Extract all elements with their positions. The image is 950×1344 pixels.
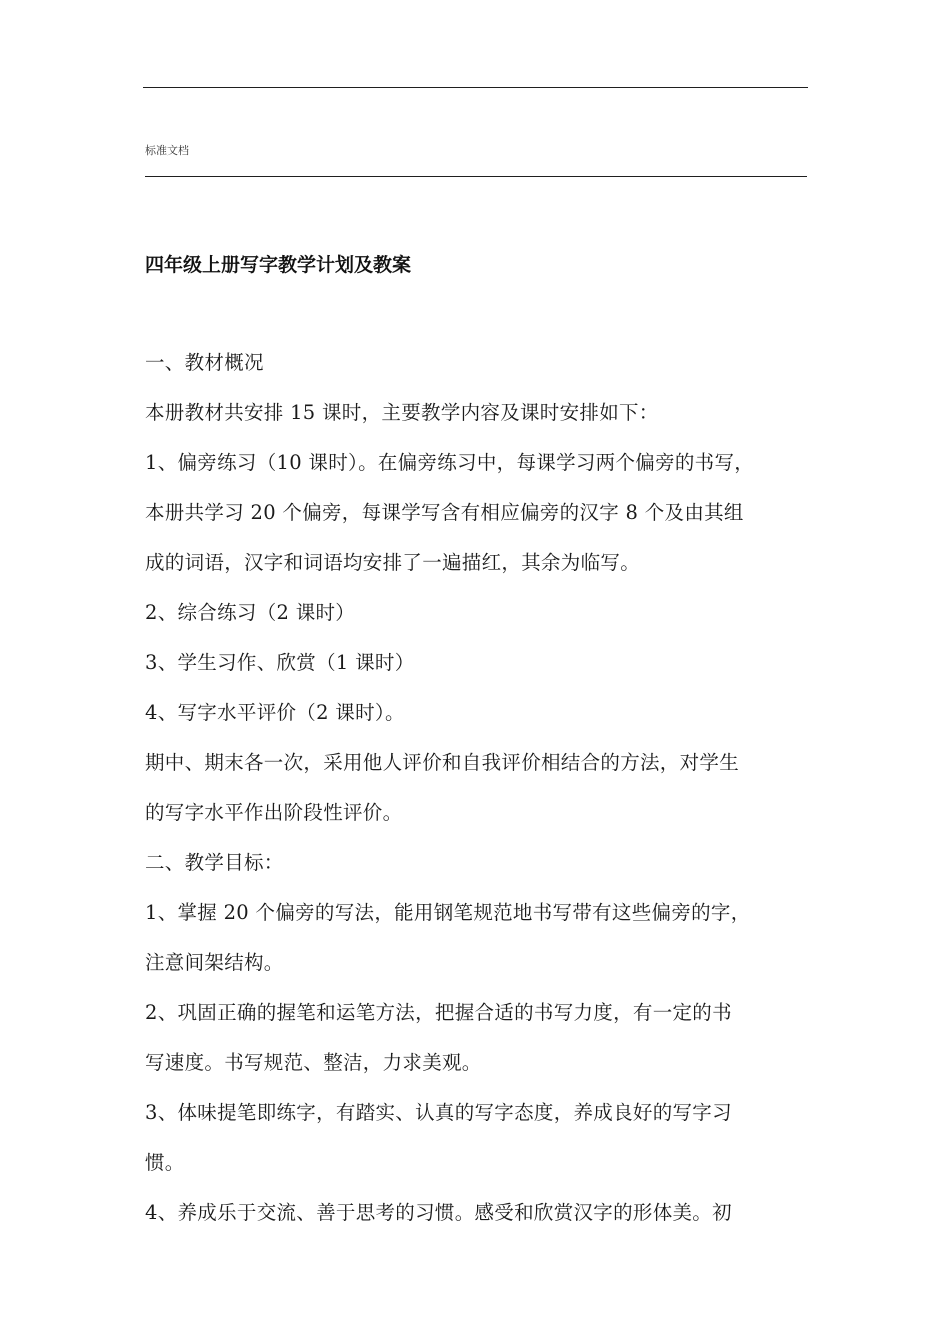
body-line: 2、巩固正确的握笔和运笔方法，把握合适的书写力度，有一定的书 [145,1001,732,1024]
body-line: 注意间架结构。 [145,951,284,974]
header-rule-bottom [145,176,807,177]
body-line: 惯。 [145,1151,185,1174]
body-line: 2、综合练习（2 课时） [145,601,356,624]
body-line: 4、写字水平评价（2 课时）。 [145,701,405,724]
body-line: 1、偏旁练习（10 课时）。在偏旁练习中，每课学习两个偏旁的书写， [145,451,755,474]
body-line: 的写字水平作出阶段性评价。 [145,801,403,824]
body-line: 写速度。书写规范、整洁，力求美观。 [145,1051,482,1074]
body-line: 成的词语，汉字和词语均安排了一遍描红，其余为临写。 [145,551,641,574]
body-line: 本册共学习 20 个偏旁，每课学写含有相应偏旁的汉字 8 个及由其组 [145,501,744,524]
section-heading-materials: 一、教材概况 [145,351,264,374]
body-line: 3、体味提笔即练字，有踏实、认真的写字态度，养成良好的写字习 [145,1101,732,1124]
body-line: 3、学生习作、欣赏（1 课时） [145,651,415,674]
body-line: 期中、期末各一次，采用他人评价和自我评价相结合的方法，对学生 [145,751,740,774]
body-line: 4、养成乐于交流、善于思考的习惯。感受和欣赏汉字的形体美。初 [145,1201,732,1224]
body-line: 1、掌握 20 个偏旁的写法，能用钢笔规范地书写带有这些偏旁的字， [145,901,751,924]
header-label: 标准文档 [145,144,189,157]
section-heading-goals: 二、教学目标： [145,851,284,874]
document-title: 四年级上册写字教学计划及教案 [145,254,412,276]
body-line: 本册教材共安排 15 课时，主要教学内容及课时安排如下： [145,401,659,424]
header-rule-top [143,87,808,88]
